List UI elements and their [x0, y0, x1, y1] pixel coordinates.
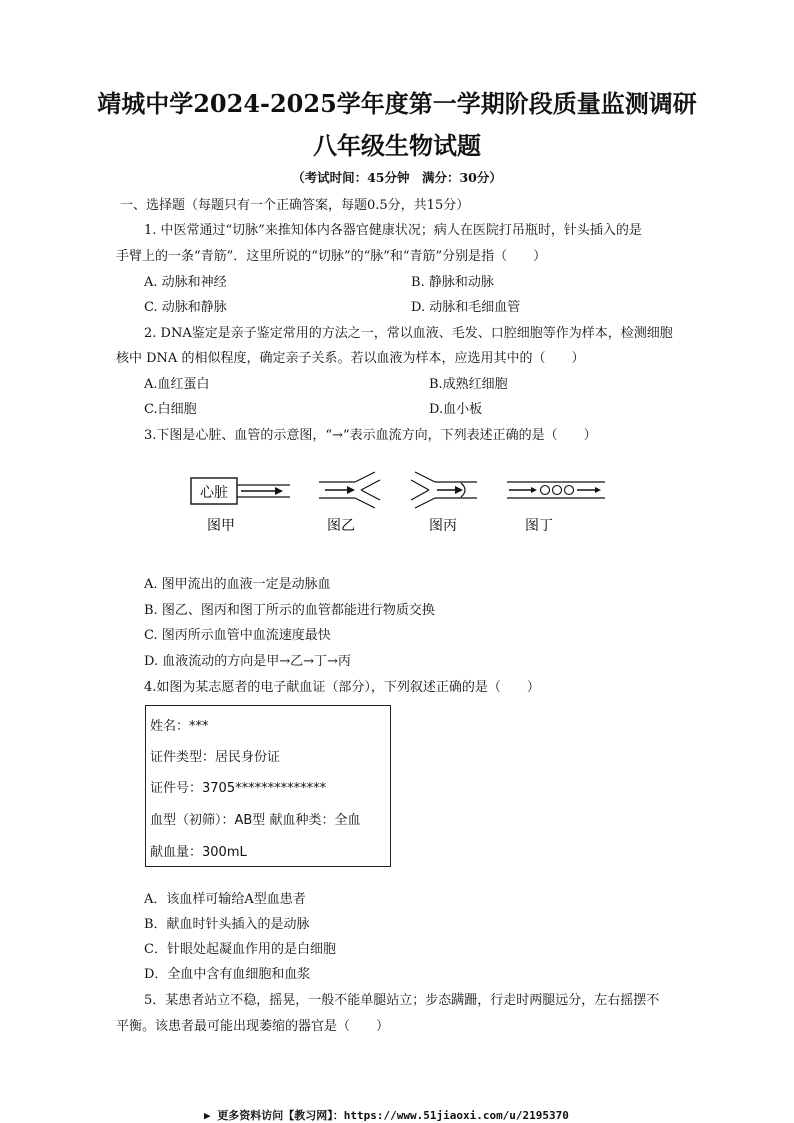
q2-option-a: A.血红蛋白: [144, 377, 210, 392]
q4-option-d: D．全血中含有血细胞和血浆: [144, 967, 311, 982]
diagram-label-bing: 图丙: [429, 518, 457, 534]
card-donation-amount: 献血量：300mL: [150, 845, 247, 860]
q1-option-d: D. 动脉和毛细血管: [411, 300, 521, 315]
arrow-icon: [325, 486, 355, 494]
arrow-icon: [577, 487, 601, 493]
arrow-icon: [241, 487, 283, 495]
q3-option-a: A. 图甲流出的血液一定是动脉血: [144, 577, 331, 592]
q1-option-a: A. 动脉和神经: [144, 275, 227, 290]
card-name: 姓名：***: [150, 719, 209, 734]
q5-stem-line1: 5．某患者站立不稳，摇晃，一般不能单腿站立；步态蹒跚，行走时两腿远分，左右摇摆不: [144, 993, 660, 1008]
blood-vessel-diagram: [185, 468, 615, 538]
q2-stem-line1: 2. DNA鉴定是亲子鉴定常用的方法之一，常以血液、毛发、口腔细胞等作为样本，检测细胞: [144, 326, 673, 341]
exam-meta: （考试时间：45分钟 满分：30分）: [292, 170, 502, 185]
q4-option-a: A．该血样可输给A型血患者: [144, 892, 306, 907]
q1-stem-line2: 手臂上的一条“青筋”．这里所说的“切脉”的“脉”和“青筋”分别是指（ ）: [116, 249, 547, 264]
q2-option-b: B.成熟红细胞: [429, 377, 508, 392]
q5-stem-line2: 平衡。该患者最可能出现萎缩的器官是（ ）: [116, 1019, 390, 1034]
footer-link[interactable]: ▶ 更多资料访问【教习网】：https://www.51jiaoxi.com/u/2195370: [204, 1109, 569, 1122]
q3-stem: 3.下图是心脏、血管的示意图，“→”表示血流方向，下列表述正确的是（ ）: [144, 428, 597, 443]
diagram-label-yi: 图乙: [327, 518, 355, 534]
q4-option-b: B．献血时针头插入的是动脉: [144, 917, 310, 932]
exam-title-line2: 八年级生物试题: [313, 131, 481, 160]
card-id-number: 证件号：3705**************: [150, 781, 327, 796]
exam-title-line1: 靖城中学2024-2025学年度第一学期阶段质量监测调研: [97, 89, 697, 118]
arrow-icon: [509, 487, 537, 493]
card-id-type: 证件类型：居民身份证: [150, 750, 281, 765]
diagram-label-ding: 图丁: [525, 518, 553, 534]
q2-option-c: C.白细胞: [144, 402, 197, 417]
section-heading: 一、选择题（每题只有一个正确答案，每题0.5分，共15分）: [120, 198, 470, 213]
q2-stem-line2: 核中 DNA 的相似程度，确定亲子关系。若以血液为样本，应选用其中的（ ）: [116, 351, 585, 366]
q4-option-c: C．针眼处起凝血作用的是白细胞: [144, 942, 336, 957]
q1-option-c: C. 动脉和静脉: [144, 300, 227, 315]
card-blood-type: 血型（初筛）：AB型 献血种类：全血: [150, 813, 361, 828]
q1-stem-line1: 1. 中医常通过“切脉”来推知体内各器官健康状况；病人在医院打吊瓶时，针头插入的是: [144, 223, 642, 238]
heart-label: 心脏: [200, 485, 228, 501]
q2-option-d: D.血小板: [429, 402, 483, 417]
q3-option-d: D. 血液流动的方向是甲→乙→丁→丙: [144, 654, 351, 669]
q1-option-b: B. 静脉和动脉: [411, 275, 494, 290]
blood-cell-icon: [541, 486, 574, 495]
blood-donation-card: [145, 705, 391, 867]
q4-stem: 4.如图为某志愿者的电子献血证（部分），下列叙述正确的是（ ）: [144, 680, 540, 695]
q3-option-b: B. 图乙、图丙和图丁所示的血管都能进行物质交换: [144, 603, 435, 618]
diagram-label-jia: 图甲: [207, 518, 235, 534]
arrow-icon: [437, 486, 463, 494]
q3-option-c: C. 图丙所示血管中血流速度最快: [144, 628, 331, 643]
